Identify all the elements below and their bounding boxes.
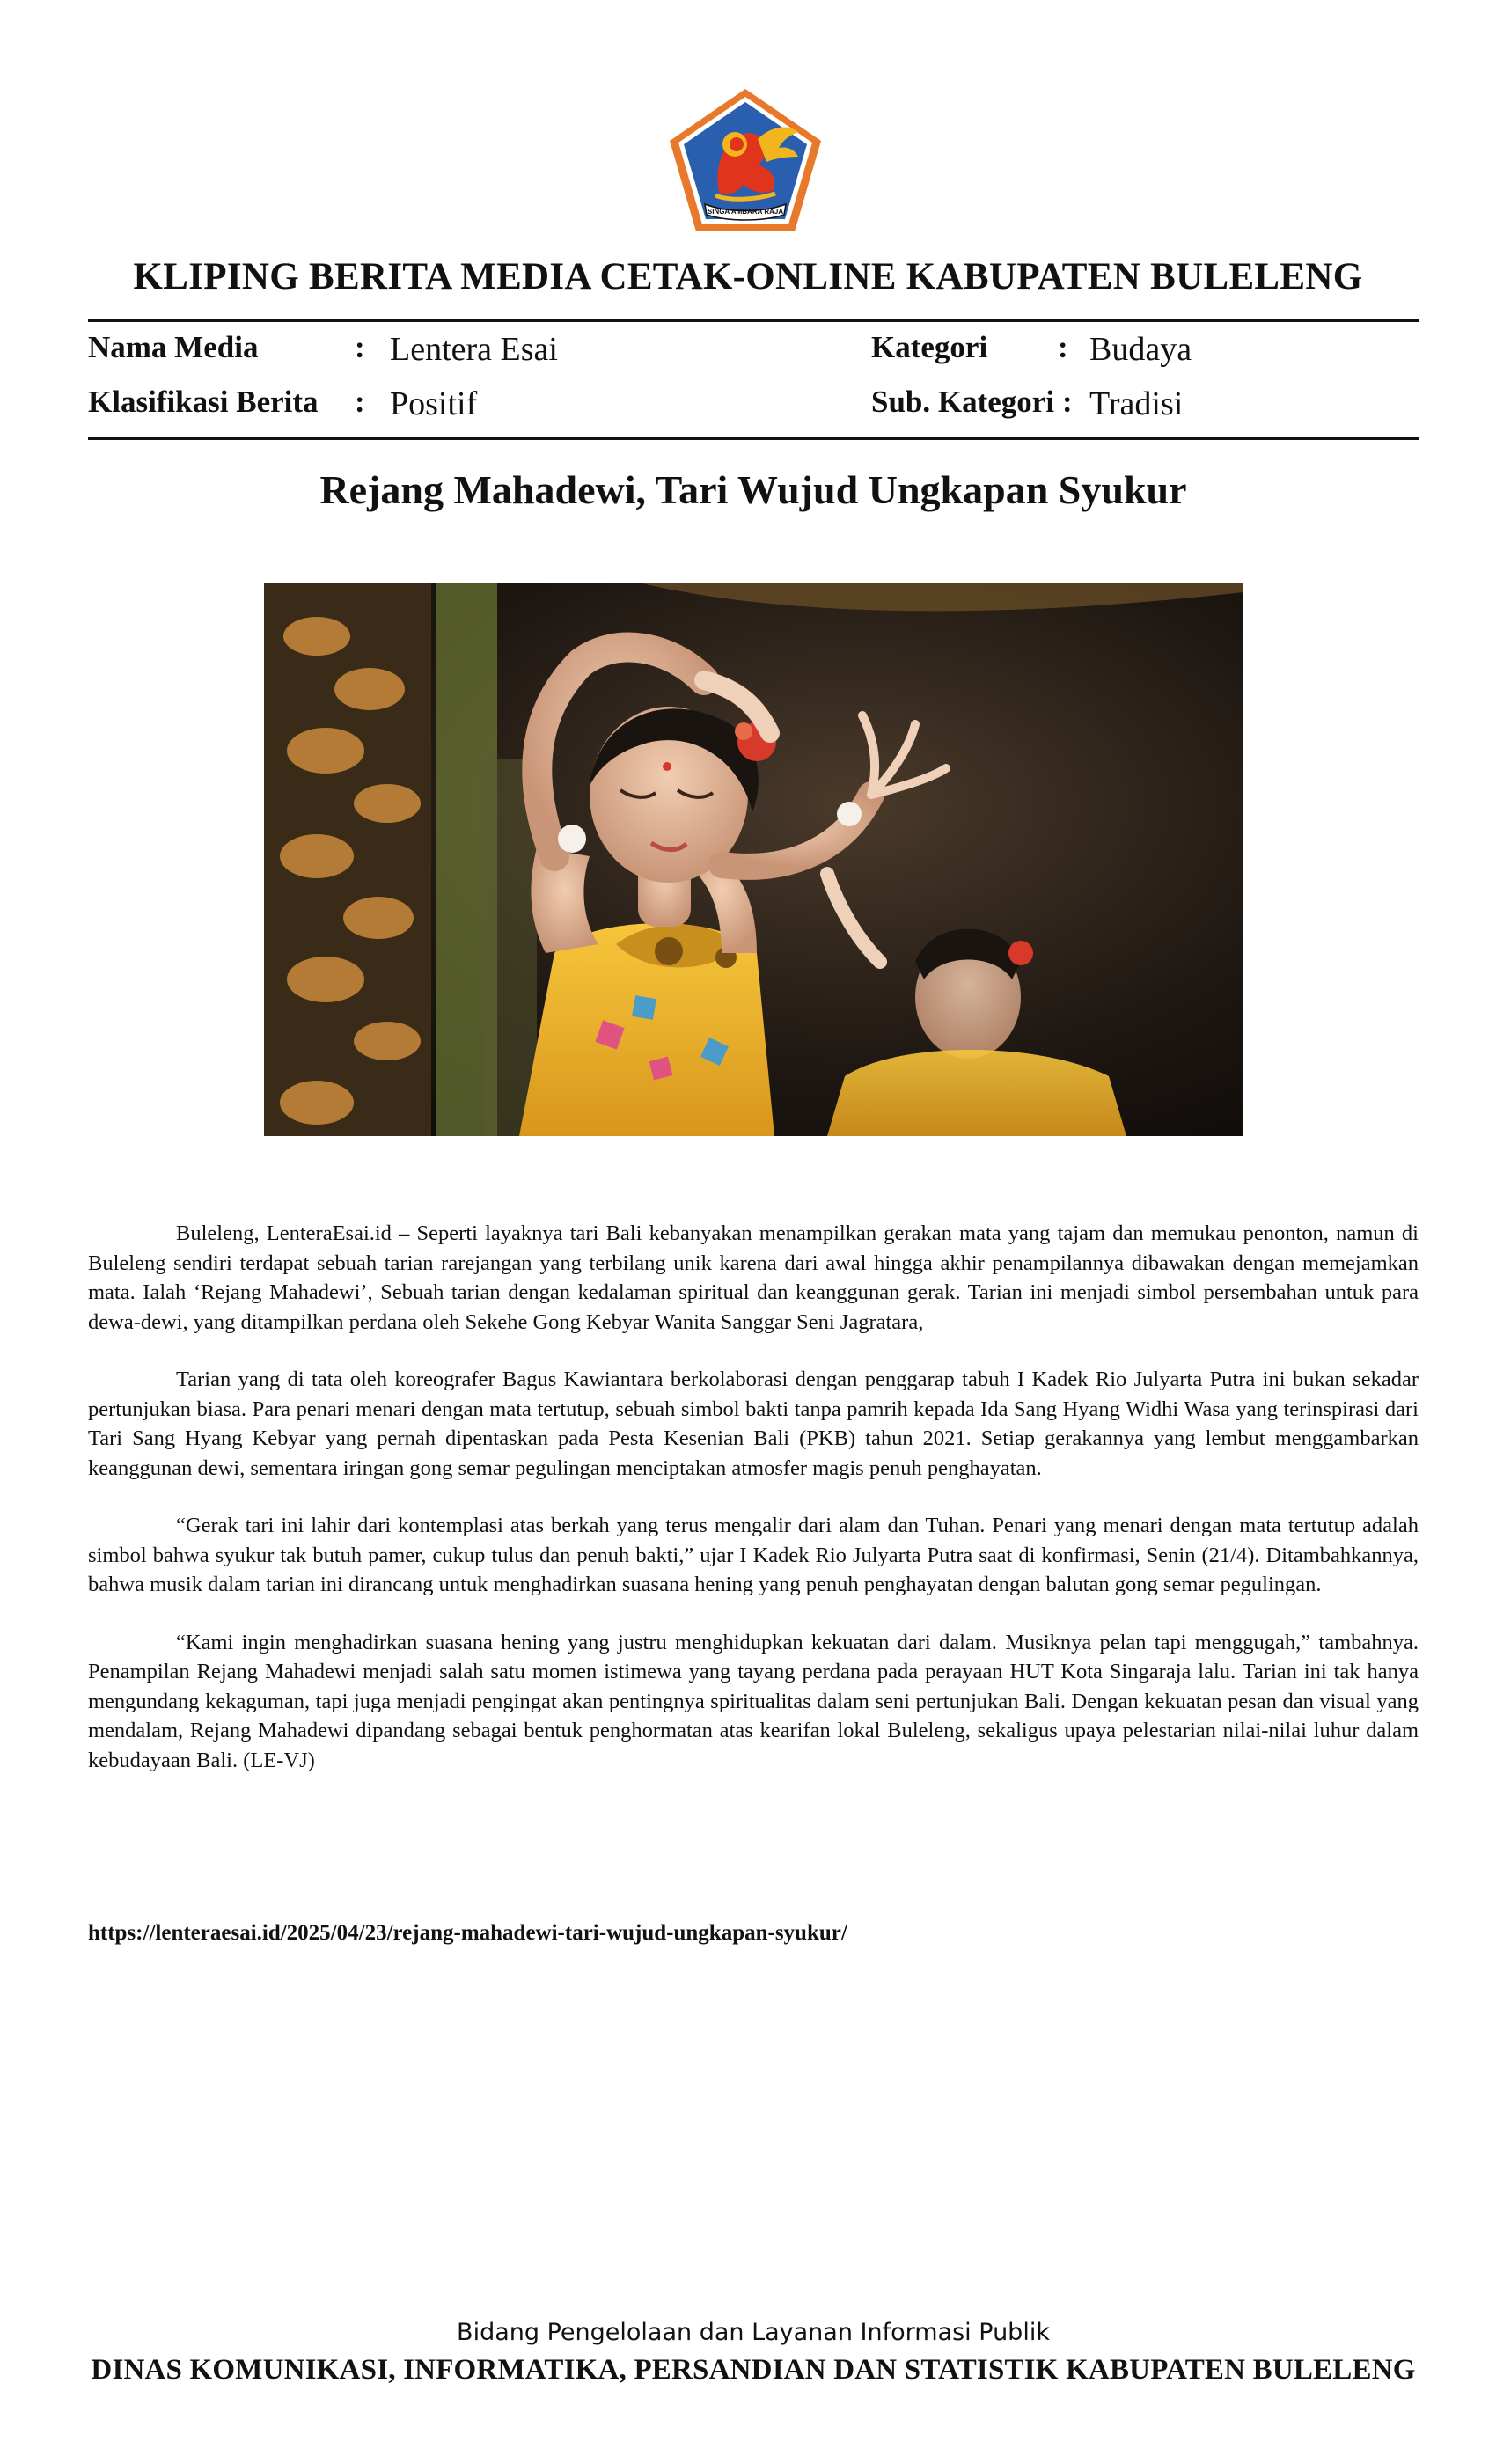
emblem-shield-icon bbox=[666, 86, 825, 234]
media-value: Lentera Esai bbox=[390, 331, 558, 368]
article-body bbox=[88, 1219, 1419, 1803]
footer-department: Bidang Pengelolaan dan Layanan Informasi Publik bbox=[457, 2319, 1050, 2346]
category-value: Budaya bbox=[1089, 331, 1192, 368]
header-divider-top bbox=[88, 319, 1419, 322]
header-divider-bottom bbox=[88, 437, 1419, 440]
article-paragraph-1: Buleleng, LenteraEsai.id – Seperti layaknya tari Bali kebanyakan menampilkan gerakan mata yang tajam dan memukau penonton, namun di Buleleng sendiri terdapat sebuah tarian rarejangan yang terbilang unik karena dari awal hingga akhir penampilannya dibawakan dengan memejamkan mata. Ialah ‘Rejang Mahadewi’, Sebuah tarian dengan kedalaman spiritual dan keanggunan gerak. Tarian ini menjadi simbol persembahan untuk para dewa-dewi, yang ditampilkan perdana oleh Sekehe Gong Kebyar Wanita Sanggar Seni Jagratara, bbox=[88, 1221, 1419, 1334]
classification-colon: : bbox=[355, 385, 365, 419]
category-label: Kategori bbox=[871, 330, 988, 364]
source-url-link[interactable]: https://lenteraesai.id/2025/04/23/rejang-mahadewi-tari-wujud-ungkapan-syukur/ bbox=[88, 1921, 847, 1945]
article-paragraph-2: Tarian yang di tata oleh koreografer Bagus Kawiantara berkolaborasi dengan penggarap tabuh I Kadek Rio Julyarta Putra ini bukan sekadar pertunjukan biasa. Para penari menari dengan mata tertutup, sebuah simbol bakti tanpa pamrih kepada Ida Sang Hyang Widhi Wasa yang terinspirasi dari Tari Sang Hyang Kebyar yang pernah dipentaskan pada Pesta Kesenian Bali (PKB) tahun 2021. Setiap gerakannya yang lembut menggambarkan keanggunan dewi, sementara iringan gong semar pegulingan menciptakan atmosfer magis penuh penghayatan. bbox=[88, 1368, 1419, 1480]
dancer-photo-image bbox=[264, 583, 1243, 1136]
media-colon: : bbox=[355, 330, 365, 364]
media-label: Nama Media bbox=[88, 330, 259, 364]
classification-value: Positif bbox=[390, 385, 478, 422]
emblem-motto-text: SINGA AMBARA RAJA bbox=[707, 208, 784, 216]
clipping-title: KLIPING BERITA MEDIA CETAK-ONLINE KABUPATEN BULELENG bbox=[133, 256, 1363, 297]
buleleng-emblem-logo bbox=[666, 86, 825, 234]
article-paragraph-3: “Gerak tari ini lahir dari kontemplasi atas berkah yang terus mengalir dari alam dan Tuhan. Penari yang menari dengan mata tertutup adalah simbol bahwa syukur tak butuh pamer, cukup tulus dan penuh bakti,” ujar I Kadek Rio Julyarta Putra saat di konfirmasi, Senin (21/4). Ditambahkannya, bahwa musik dalam tarian ini dirancang untuk menghadirkan suasana hening yang penuh penghayatan dengan balutan gong semar pegulingan. bbox=[88, 1514, 1419, 1596]
category-colon: : bbox=[1058, 330, 1068, 364]
subcategory-value: Tradisi bbox=[1089, 385, 1184, 422]
subcategory-colon: : bbox=[1062, 385, 1073, 419]
subcategory-label: Sub. Kategori bbox=[871, 385, 1055, 419]
classification-label: Klasifikasi Berita bbox=[88, 385, 319, 419]
footer-agency: DINAS KOMUNIKASI, INFORMATIKA, PERSANDIAN DAN STATISTIK KABUPATEN BULELENG bbox=[91, 2354, 1416, 2386]
article-paragraph-4: “Kami ingin menghadirkan suasana hening yang justru menghidupkan kekuatan dari dalam. Musiknya pelan tapi menggugah,” tambahnya. Penampilan Rejang Mahadewi menjadi salah satu momen istimewa yang tayang perdana pada perayaan HUT Kota Singaraja lalu. Tarian ini tak hanya mengundang kekaguman, tapi juga menjadi pengingat akan pentingnya spiritualitas dalam seni pertunjukan Bali. Dengan kekuatan pesan dan visual yang mendalam, Rejang Mahadewi dipandang sebagai bentuk penghormatan atas kearifan lokal Buleleng, sekaligus upaya pelestarian nilai-nilai luhur dalam kebudayaan Bali. (LE-VJ) bbox=[88, 1630, 1419, 1772]
article-photo bbox=[264, 583, 1243, 1136]
article-headline: Rejang Mahadewi, Tari Wujud Ungkapan Syukur bbox=[319, 467, 1187, 512]
